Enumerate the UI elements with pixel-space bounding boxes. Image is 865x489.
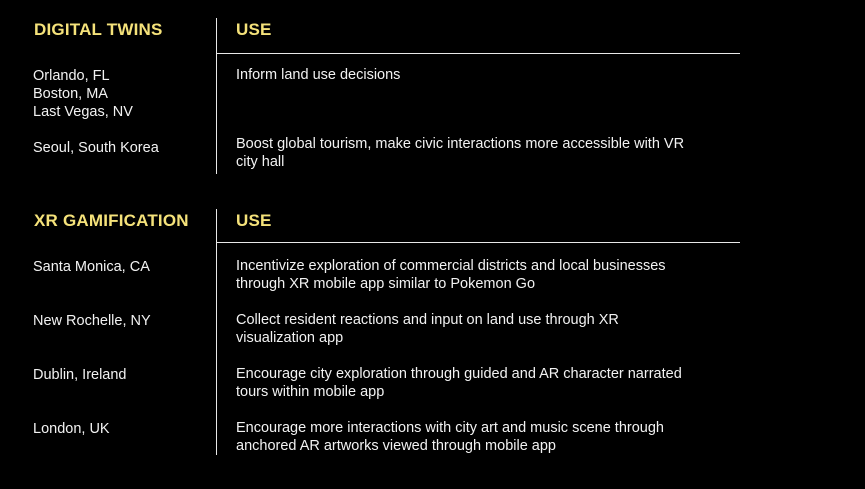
- table-row-use: Encourage more interactions with city art and music scene through anchored AR artworks viewed through mobile app: [236, 420, 664, 454]
- header-divider: [217, 53, 740, 54]
- table-row-use: Boost global tourism, make civic interactions more accessible with VR city hall: [236, 136, 685, 170]
- table-row-use: Incentivize exploration of commercial districts and local businesses through XR mobile app similar to Pokemon Go: [236, 258, 666, 292]
- column-divider: [216, 209, 217, 455]
- xr-gamification-table: [0, 211, 865, 461]
- table-row-location: New Rochelle, NY: [33, 313, 151, 329]
- header-divider: [217, 242, 740, 243]
- digital-twins-header: DIGITAL TWINS: [34, 20, 163, 39]
- location-las-vegas: Last Vegas, NV: [33, 104, 133, 120]
- table-row-location: Dublin, Ireland: [33, 367, 127, 383]
- table-row-use: Collect resident reactions and input on land use through XR visualization app: [236, 312, 619, 346]
- table-row-location: [33, 139, 159, 157]
- xr-gamification-header: XR GAMIFICATION: [34, 211, 189, 230]
- location-seoul: Seoul, South Korea: [33, 140, 159, 156]
- location-orlando: Orlando, FL: [33, 68, 110, 84]
- xr-gamification-use-header: USE: [236, 211, 272, 230]
- table-row-use: Inform land use decisions: [236, 67, 401, 83]
- table-row-use: Encourage city exploration through guided and AR character narrated tours within mobile app: [236, 366, 682, 400]
- table-row-location: Santa Monica, CA: [33, 259, 150, 275]
- digital-twins-table: [0, 20, 865, 180]
- table-row-location: London, UK: [33, 421, 110, 437]
- digital-twins-use-header: USE: [236, 20, 272, 39]
- column-divider: [216, 18, 217, 174]
- table-row-location: [33, 67, 133, 121]
- location-boston: Boston, MA: [33, 86, 108, 102]
